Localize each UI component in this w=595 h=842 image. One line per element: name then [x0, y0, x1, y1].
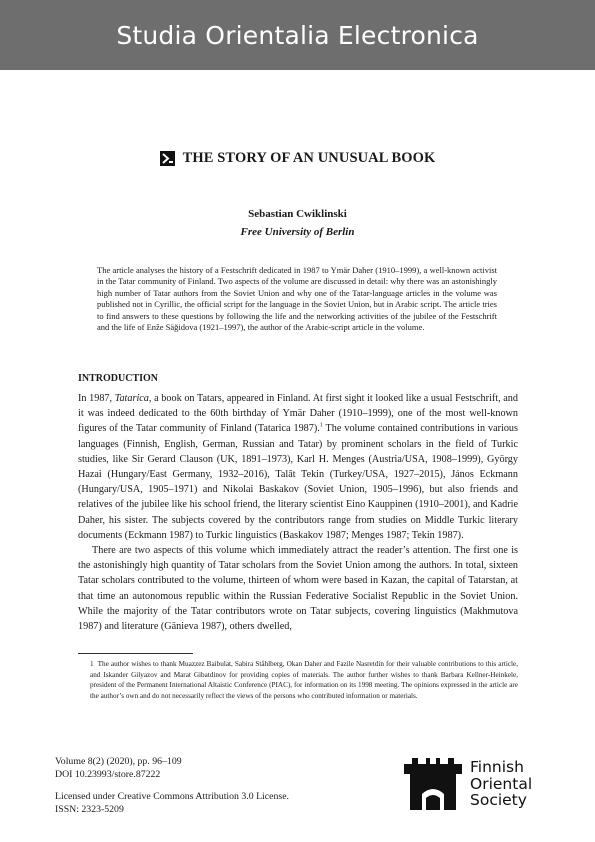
publisher-name	[470, 759, 532, 809]
author-name: Sebastian Cwiklinski	[248, 208, 347, 220]
journal-banner	[0, 0, 595, 70]
book-title-tatarica: Tatarica	[114, 393, 149, 404]
publisher-name-line-2: Oriental	[470, 774, 533, 793]
footnote-text: The author wishes to thank Muazzez Baibulat, Sabira Ståhlberg, Okan Daher and Fazile Nasretdin for their valuable contributions to this article, and Iskander Gilyazov and Marat Gibatdinov for providing copies of materials. The author further wishes to thank Barbara Kellner-Heinkele, president of the Permanent International Altaistic Conference (PIAC), for information on its 1998 meeting. The opinions expressed in the article are the author’s own and do not necessarily reflect the views of the persons who contributed information or materials.	[90, 660, 519, 700]
publication-metadata	[55, 756, 289, 816]
doi[interactable]: DOI 10.23993/store.87222	[55, 768, 161, 780]
abstract: The article analyses the history of a Festschrift dedicated in 1987 to Ymär Daher (1910–1999), a well-known activist in the Tatar community of Finland. Two aspects of the volume are discussed in detail: why there was an astonishingly high number of Tatar authors from the Soviet Union and why one of the Tatar-language articles in the volume was published not in Cyrillic, the official script for the language in the Soviet Union, but in Arabic script. The article tries to find answers to these questions by following the life and the networking activities of the jubilee of the Festschrift and the life of Enže Säğidova (1921–1997), the author of the Arabic-script article in the volume.	[97, 265, 497, 333]
footnote-1	[90, 659, 518, 701]
volume-info: Volume 8(2) (2020), pp. 96–109	[55, 756, 182, 767]
body-text	[78, 391, 518, 634]
paragraph-1-end: The volume contained contributions in various languages (Finnish, English, German, Russian and Tatar) by prominent scholars in the field of Turkic studies, like Sir Gerard Clauson (UK, 1891–1973), Karl H. Menges (Austria/USA, 1908–1999), György Hazai (Hungary/East Germany, 1932–2016), Talât Tekin (Turkey/USA, 1927–2015), János Eckmann (Hungary/USA, 1905–1971) and Nikolai Baskakov (Soviet Union, 1905–1996), but also friends and relatives of the jubilee like his school friend, the literary scientist Eino Kauppinen (1910–2001), and Kadrie Daher, his sister. The subjects covered by the contributors range from studies on Middle Turkic literary documents (Eckmann 1987) to Turkic linguistics (Baskakov 1987; Menges 1987; Tekin 1987).	[78, 423, 518, 541]
publisher-name-line-1: Finnish	[470, 758, 524, 777]
paragraph-1	[78, 391, 518, 543]
license[interactable]: Licensed under Creative Commons Attribution 3.0 License.	[55, 791, 289, 802]
footnote-divider	[78, 653, 193, 654]
paragraph-1-middle: , a book on Tatars, appeared in Finland. At first sight it looked like a usual Festschrift, and it was indeed dedicated to the 60th birthday of Ymär Daher (1910–1999), one of the most well-known figures of the Tatar community of Finland (Tatarica 1987).	[78, 393, 518, 435]
footnote-ref-1[interactable]: 1	[319, 423, 323, 430]
footnote-number: 1	[90, 660, 94, 668]
issn: ISSN: 2323-5209	[55, 803, 124, 815]
fortress-logo-icon	[402, 756, 464, 812]
journal-name: Studia Orientalia Electronica	[116, 20, 479, 50]
open-access-icon	[160, 151, 175, 166]
article-title: THE STORY OF AN UNUSUAL BOOK	[182, 150, 436, 166]
publisher-logo	[402, 756, 532, 812]
author-affiliation: Free University of Berlin	[240, 226, 355, 238]
article-title-row	[0, 150, 595, 167]
paragraph-1-start: In 1987,	[78, 393, 115, 404]
paragraph-2: There are two aspects of this volume which immediately attract the reader’s attention. The first one is the astonishingly high quantity of Tatar scholars from the Soviet Union among the authors. In total, sixteen Tatar scholars contributed to the volume, thirteen of whom were based in Kazan, the capital of Tatarstan, at that time an autonomous republic within the Russian Federative Socialist Republic in the Soviet Union. While the majority of the Tatar contributors wrote on Tatar subjects, covering linguistics (Makhmutova 1987) and literature (Gänieva 1987), others dwelled,	[78, 545, 518, 633]
section-heading-introduction: INTRODUCTION	[78, 373, 159, 384]
publisher-name-line-3: Society	[470, 791, 527, 810]
